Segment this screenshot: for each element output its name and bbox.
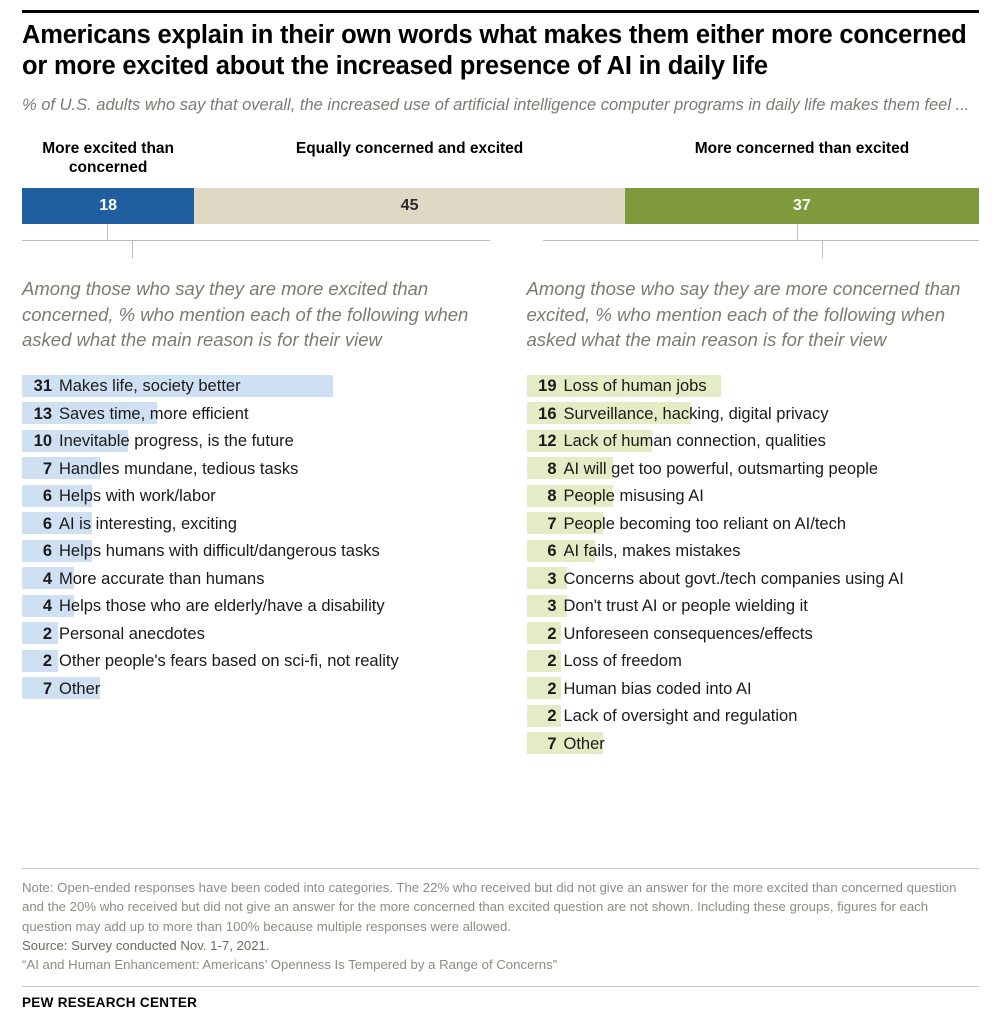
list-item bbox=[22, 565, 475, 593]
reason-value: 7 bbox=[547, 514, 557, 533]
list-item bbox=[527, 593, 980, 621]
list-item bbox=[527, 428, 980, 456]
list-item bbox=[22, 510, 475, 538]
reason-value: 7 bbox=[547, 734, 557, 753]
reason-label: People becoming too reliant on AI/tech bbox=[563, 514, 847, 533]
reason-value: 19 bbox=[538, 377, 557, 396]
reason-label: Inevitable progress, is the future bbox=[59, 432, 294, 451]
reason-value: 31 bbox=[33, 377, 52, 396]
list-item bbox=[527, 455, 980, 483]
footnote: Note: Open-ended responses have been coded into categories. The 22% who received but did not give an answer for the more excited than concerned question and the 20% who received but did not give an answer for the more concerned than excited question are not shown. Including these groups, figures for each question may add up to more than 100% because multiple responses were allowed. bbox=[22, 880, 957, 934]
column-label-more-concerned: More concerned than excited bbox=[694, 139, 910, 157]
footer-divider bbox=[22, 868, 979, 869]
list-item bbox=[527, 675, 980, 703]
reason-label: More accurate than humans bbox=[59, 569, 265, 588]
reason-label: Human bias coded into AI bbox=[563, 679, 752, 698]
reason-label: Makes life, society better bbox=[59, 377, 241, 396]
reason-value: 6 bbox=[42, 542, 52, 561]
reason-value: 10 bbox=[33, 432, 52, 451]
bar-segment-more-excited: 18 bbox=[22, 188, 194, 224]
list-item bbox=[22, 400, 475, 428]
column-label-more-excited: More excited than concerned bbox=[42, 139, 175, 177]
list-item bbox=[527, 565, 980, 593]
reason-value: 2 bbox=[42, 652, 52, 671]
reason-label: Lack of oversight and regulation bbox=[563, 707, 798, 726]
reason-value: 2 bbox=[547, 679, 557, 698]
reason-value: 8 bbox=[547, 487, 557, 506]
brand-label: PEW RESEARCH CENTER bbox=[22, 986, 979, 1010]
list-item bbox=[527, 510, 980, 538]
reason-label: Concerns about govt./tech companies using AI bbox=[563, 569, 904, 588]
reason-value: 6 bbox=[42, 487, 52, 506]
reason-value: 2 bbox=[42, 624, 52, 643]
panel-more-excited bbox=[22, 258, 475, 758]
connector-left-stem bbox=[107, 224, 108, 240]
list-item bbox=[527, 483, 980, 511]
connector-left-drop bbox=[132, 240, 133, 258]
reason-label: Handles mundane, tedious tasks bbox=[59, 459, 299, 478]
panel-intro-more-concerned: Among those who say they are more concerned than excited, % who mention each of the following when asked what the main reason is for their view bbox=[526, 278, 961, 351]
reason-value: 4 bbox=[42, 597, 52, 616]
reason-value: 2 bbox=[547, 707, 557, 726]
chart-footer bbox=[22, 868, 979, 1010]
bar-segment-equally: 45 bbox=[194, 188, 625, 224]
list-item bbox=[22, 483, 475, 511]
reason-label: Helps humans with difficult/dangerous tasks bbox=[59, 542, 380, 561]
reason-value: 2 bbox=[547, 624, 557, 643]
list-item bbox=[527, 620, 980, 648]
reason-label: Loss of freedom bbox=[563, 652, 682, 671]
reason-label: Loss of human jobs bbox=[563, 377, 707, 396]
reason-label: Helps those who are elderly/have a disability bbox=[59, 597, 385, 616]
stacked-bar-labels bbox=[22, 139, 979, 178]
reason-value: 3 bbox=[547, 569, 557, 588]
list-item bbox=[527, 730, 980, 758]
reason-value: 3 bbox=[547, 597, 557, 616]
list-item bbox=[22, 620, 475, 648]
panel-intro-more-excited: Among those who say they are more excited than concerned, % who mention each of the following when asked what the main reason is for their view bbox=[22, 278, 469, 351]
connector-lines bbox=[22, 224, 979, 258]
reason-value: 7 bbox=[42, 459, 52, 478]
column-label-equally: Equally concerned and excited bbox=[295, 139, 524, 157]
detail-panels bbox=[22, 258, 979, 758]
reason-list-more-concerned bbox=[527, 373, 980, 758]
reason-value: 6 bbox=[42, 514, 52, 533]
reason-label: Unforeseen consequences/effects bbox=[563, 624, 813, 643]
list-item bbox=[527, 703, 980, 731]
list-item bbox=[22, 538, 475, 566]
reason-value: 2 bbox=[547, 652, 557, 671]
list-item bbox=[22, 428, 475, 456]
list-item bbox=[22, 675, 475, 703]
stacked-bar bbox=[22, 188, 979, 224]
bar-segment-more-concerned: 37 bbox=[625, 188, 979, 224]
connector-right-stem bbox=[797, 224, 798, 240]
page-subtitle: % of U.S. adults who say that overall, the increased use of artificial intelligence computer programs in daily life makes them feel ... bbox=[22, 96, 970, 115]
reason-value: 16 bbox=[538, 404, 557, 423]
source-line: Source: Survey conducted Nov. 1-7, 2021. bbox=[22, 937, 270, 953]
list-item bbox=[22, 455, 475, 483]
reason-list-more-excited bbox=[22, 373, 475, 703]
list-item bbox=[22, 593, 475, 621]
reason-label: Helps with work/labor bbox=[59, 487, 216, 506]
reason-value: 8 bbox=[547, 459, 557, 478]
connector-right-arm bbox=[543, 240, 979, 241]
list-item bbox=[527, 373, 980, 401]
list-item bbox=[527, 538, 980, 566]
connector-right-drop bbox=[822, 240, 823, 258]
list-item bbox=[527, 648, 980, 676]
reason-label: Personal anecdotes bbox=[59, 624, 205, 643]
reason-label: Surveillance, hacking, digital privacy bbox=[563, 404, 829, 423]
reason-value: 4 bbox=[42, 569, 52, 588]
panel-more-concerned bbox=[527, 258, 980, 758]
connector-left-arm bbox=[22, 240, 490, 241]
reason-label: AI will get too powerful, outsmarting people bbox=[563, 459, 879, 478]
reason-value: 6 bbox=[547, 542, 557, 561]
reason-label: Saves time, more efficient bbox=[59, 404, 249, 423]
reason-value: 13 bbox=[33, 404, 52, 423]
report-title: “AI and Human Enhancement: Americans’ Openness Is Tempered by a Range of Concerns” bbox=[22, 956, 558, 972]
reason-label: Other bbox=[59, 679, 101, 698]
reason-label: Other bbox=[563, 734, 605, 753]
list-item bbox=[527, 400, 980, 428]
top-divider bbox=[22, 10, 979, 13]
reason-value: 12 bbox=[538, 432, 557, 451]
reason-label: Lack of human connection, qualities bbox=[563, 432, 826, 451]
reason-label: AI fails, makes mistakes bbox=[563, 542, 741, 561]
reason-label: AI is interesting, exciting bbox=[59, 514, 237, 533]
reason-value: 7 bbox=[42, 679, 52, 698]
reason-label: Don't trust AI or people wielding it bbox=[563, 597, 808, 616]
page-title: Americans explain in their own words what makes them either more concerned or more excited about the increased presence of AI in daily life bbox=[22, 21, 967, 81]
reason-label: People misusing AI bbox=[563, 487, 704, 506]
list-item bbox=[22, 648, 475, 676]
list-item bbox=[22, 373, 475, 401]
reason-label: Other people's fears based on sci-fi, not reality bbox=[59, 652, 399, 671]
